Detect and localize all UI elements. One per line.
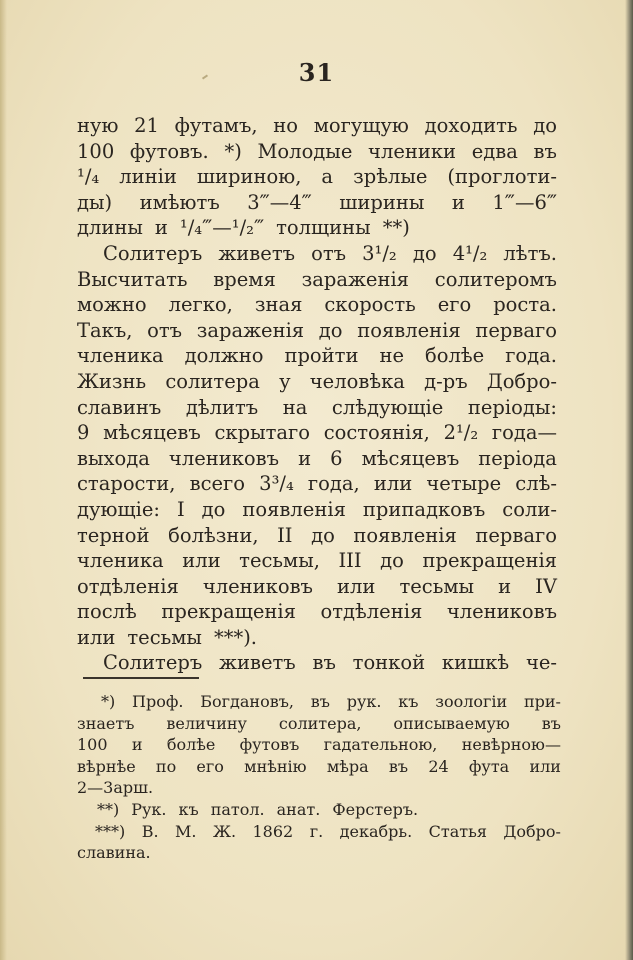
- text-line: [77, 548, 557, 574]
- word: но: [273, 114, 299, 137]
- text-line: [77, 625, 557, 651]
- footnote-line: [77, 691, 561, 713]
- word: припадковъ: [362, 497, 486, 521]
- word: невѣрною—: [461, 735, 561, 755]
- word: Жизнь: [77, 369, 147, 393]
- word: славинъ: [77, 395, 162, 419]
- word: зрѣлые: [353, 165, 428, 189]
- word: или: [337, 574, 376, 598]
- word: прекращенія: [161, 600, 296, 624]
- word: до: [201, 497, 226, 521]
- word: 2¹/₂: [443, 421, 479, 445]
- word: знаетъ: [77, 713, 135, 733]
- text-line: [77, 343, 557, 369]
- text-line: [77, 190, 557, 216]
- word: линіи: [119, 165, 177, 189]
- word: футовъ: [239, 735, 300, 755]
- word: и: [154, 216, 168, 240]
- word: до: [533, 114, 557, 137]
- word: состоянія,: [323, 421, 430, 445]
- word: Солитеръ: [103, 651, 203, 675]
- word: отдѣленія: [77, 574, 179, 598]
- word: можно: [77, 293, 147, 317]
- word: анат.: [276, 799, 321, 819]
- word: четыре: [426, 472, 502, 496]
- word: **): [382, 216, 410, 240]
- word: слѣ-: [515, 472, 557, 496]
- word: къ: [398, 692, 419, 711]
- word: тонкой: [352, 651, 426, 675]
- word: члениковъ: [168, 446, 280, 470]
- footnote-line: [77, 799, 561, 821]
- word: въ: [310, 692, 330, 711]
- word: В.: [141, 821, 159, 841]
- word: члениковъ: [202, 574, 313, 598]
- word: на: [282, 395, 308, 419]
- word: (проглоти-: [447, 165, 557, 189]
- word: толщины: [276, 216, 371, 240]
- word: пройти: [284, 344, 359, 368]
- word: дѣлитъ: [185, 395, 259, 419]
- word: членика: [77, 549, 164, 573]
- word: а: [321, 165, 334, 189]
- word: и: [298, 446, 312, 470]
- word: едва: [471, 139, 518, 163]
- word: величину: [166, 713, 247, 733]
- word: въ: [388, 756, 409, 776]
- word: время: [213, 267, 276, 291]
- word: появленія: [353, 523, 457, 547]
- word: 3³/₄: [259, 472, 294, 496]
- word: мѣсяцевъ: [361, 446, 460, 470]
- word: въ: [533, 139, 557, 163]
- text-line: [77, 497, 557, 523]
- word: періоды:: [467, 395, 557, 419]
- word: и: [498, 574, 512, 598]
- word: Высчитать: [77, 267, 188, 291]
- text-line: [77, 420, 557, 446]
- word: терной: [77, 523, 150, 547]
- word: *): [101, 692, 116, 711]
- word: въ: [541, 713, 561, 733]
- word: 3‴—4‴: [247, 190, 312, 214]
- word: д-ръ: [424, 369, 468, 393]
- word: 2—3: [77, 778, 114, 798]
- word: М.: [175, 821, 197, 841]
- word: **): [97, 799, 120, 819]
- word: описываемую: [393, 713, 510, 733]
- word: прекращенія: [422, 549, 557, 573]
- word: роста.: [493, 293, 557, 317]
- word: живетъ: [219, 651, 296, 675]
- word: отъ: [311, 241, 347, 265]
- word: болѣзни,: [168, 523, 259, 547]
- word: скрытаго: [214, 421, 310, 445]
- footnote-line: [77, 842, 561, 864]
- word: *): [224, 139, 242, 163]
- text-line: [77, 318, 557, 344]
- word: появленія: [357, 318, 461, 342]
- word: че-: [525, 651, 557, 675]
- text-line: [77, 599, 557, 625]
- word: легко,: [168, 293, 233, 317]
- word: Статья: [428, 821, 487, 841]
- word: до: [311, 523, 335, 547]
- page-left-edge-shadow: [0, 0, 7, 960]
- footnote-line: [77, 734, 561, 756]
- text-line: [77, 292, 557, 318]
- word: перваго: [475, 318, 557, 342]
- word: 1862: [252, 821, 294, 841]
- word: не: [379, 344, 405, 368]
- word: до: [412, 241, 437, 265]
- word: IV: [535, 574, 557, 598]
- text-line: [77, 164, 557, 190]
- word: 9: [77, 421, 90, 445]
- word: его: [437, 293, 472, 317]
- word: Ж.: [212, 821, 237, 841]
- word: 6: [330, 446, 343, 470]
- word: ды): [77, 190, 113, 214]
- word: должно: [184, 344, 264, 368]
- word: или: [182, 549, 221, 573]
- word: ширины: [339, 190, 425, 214]
- main-text-block: [77, 113, 557, 676]
- word: періода: [478, 446, 557, 470]
- word: живетъ: [218, 241, 296, 265]
- word: отдѣленія: [320, 600, 423, 624]
- footnote-separator: [83, 677, 199, 679]
- word: Добро-: [486, 369, 557, 393]
- word: 1‴—6‴: [492, 190, 557, 214]
- word: зараженія: [301, 267, 409, 291]
- word: Добро-: [503, 821, 561, 841]
- word: мнѣнію: [244, 756, 307, 776]
- word: I: [176, 497, 185, 521]
- word: члениковъ: [446, 600, 557, 624]
- word: 21: [134, 114, 159, 137]
- word: футовъ.: [129, 139, 209, 163]
- page-number: 31: [298, 58, 335, 87]
- word: лѣтъ.: [503, 241, 557, 265]
- word: по: [155, 756, 177, 776]
- word: футамъ,: [174, 114, 258, 137]
- word: г.: [309, 821, 324, 841]
- footnote-line: [77, 777, 561, 799]
- word: Такъ,: [77, 318, 133, 342]
- word: зная: [254, 293, 303, 317]
- word: всего: [189, 472, 246, 496]
- word: патол.: [210, 799, 265, 819]
- word: Солитеръ: [103, 241, 203, 265]
- text-line: [77, 267, 557, 293]
- word: могущую: [313, 114, 409, 137]
- word: Проф.: [132, 692, 184, 711]
- word: года,: [307, 472, 360, 496]
- word: его: [196, 756, 224, 776]
- word: 4¹/₂: [452, 241, 488, 265]
- word: дующіе:: [77, 497, 160, 521]
- word: тесьмы,: [239, 549, 320, 573]
- word: или: [77, 625, 116, 649]
- word: зараженія: [196, 318, 305, 342]
- word: 24: [428, 756, 449, 776]
- word: Ферстеръ.: [332, 799, 419, 819]
- word: тесьмы: [127, 625, 202, 649]
- word: при-: [523, 692, 561, 711]
- text-line: [77, 139, 557, 165]
- word: шириною,: [196, 165, 302, 189]
- word: 100: [77, 139, 115, 163]
- text-line: [77, 395, 557, 421]
- word: солитера,: [278, 713, 362, 733]
- word: скорость: [324, 293, 416, 317]
- text-line: [77, 369, 557, 395]
- word: членика: [77, 344, 164, 368]
- word: до: [380, 549, 404, 573]
- text-line: [77, 650, 557, 676]
- word: до: [318, 318, 343, 342]
- word: ¹/₄: [77, 165, 100, 189]
- word: выхода: [77, 446, 150, 470]
- word: III: [338, 549, 362, 573]
- word: и: [131, 735, 143, 755]
- word: или: [373, 472, 413, 496]
- word: перваго: [475, 523, 557, 547]
- word: арш.: [113, 778, 154, 798]
- word: декабрь.: [339, 821, 413, 841]
- footnotes-block: [77, 691, 561, 864]
- word: или: [529, 756, 561, 776]
- word: и: [451, 190, 465, 214]
- word: доходить: [424, 114, 518, 137]
- word: болѣе: [425, 344, 485, 368]
- word: рук.: [346, 692, 382, 711]
- word: въ: [312, 651, 336, 675]
- text-line: [77, 446, 557, 472]
- word: слѣдующіе: [331, 395, 444, 419]
- word: Рук.: [131, 799, 167, 819]
- text-line: [77, 523, 557, 549]
- word: 100: [77, 735, 108, 755]
- footnote-line: [77, 821, 561, 843]
- word: вѣрнѣе: [77, 756, 136, 776]
- word: Богдановъ,: [200, 692, 294, 711]
- word: фута: [468, 756, 510, 776]
- word: къ: [178, 799, 199, 819]
- text-line: [77, 471, 557, 497]
- word: Молодые: [257, 139, 353, 163]
- word: гадательною,: [323, 735, 438, 755]
- word: солитера: [165, 369, 260, 393]
- word: кишкѣ: [441, 651, 510, 675]
- word: ную: [77, 114, 119, 137]
- word: 3¹/₂: [362, 241, 397, 265]
- word: славина.: [77, 843, 151, 863]
- word: ***): [95, 821, 126, 841]
- word: ¹/₄‴—¹/₂‴: [179, 216, 265, 240]
- word: старости,: [77, 472, 176, 496]
- word: года—: [491, 421, 557, 445]
- word: II: [277, 523, 293, 547]
- text-line: [77, 113, 557, 139]
- word: появленія: [242, 497, 346, 521]
- word: болѣе: [166, 735, 216, 755]
- word: года.: [505, 344, 557, 368]
- text-line: [77, 215, 557, 241]
- word: солитеромъ: [434, 267, 557, 291]
- word: зоологіи: [435, 692, 508, 711]
- word: мѣсяцевъ: [103, 421, 201, 445]
- word: человѣка: [309, 369, 405, 393]
- footnote-line: [77, 756, 561, 778]
- word: длины: [77, 216, 143, 240]
- word: соли-: [502, 497, 557, 521]
- word: тесьмы: [399, 574, 475, 598]
- word: послѣ: [77, 600, 137, 624]
- text-line: [77, 241, 557, 267]
- word: отъ: [147, 318, 183, 342]
- text-line: [77, 574, 557, 600]
- word: имѣютъ: [139, 190, 220, 214]
- word: членики: [368, 139, 457, 163]
- word: у: [279, 369, 291, 393]
- footnote-line: [77, 713, 561, 735]
- word: ***).: [213, 625, 258, 649]
- word: мѣра: [326, 756, 369, 776]
- page-right-edge-shadow: [625, 0, 633, 960]
